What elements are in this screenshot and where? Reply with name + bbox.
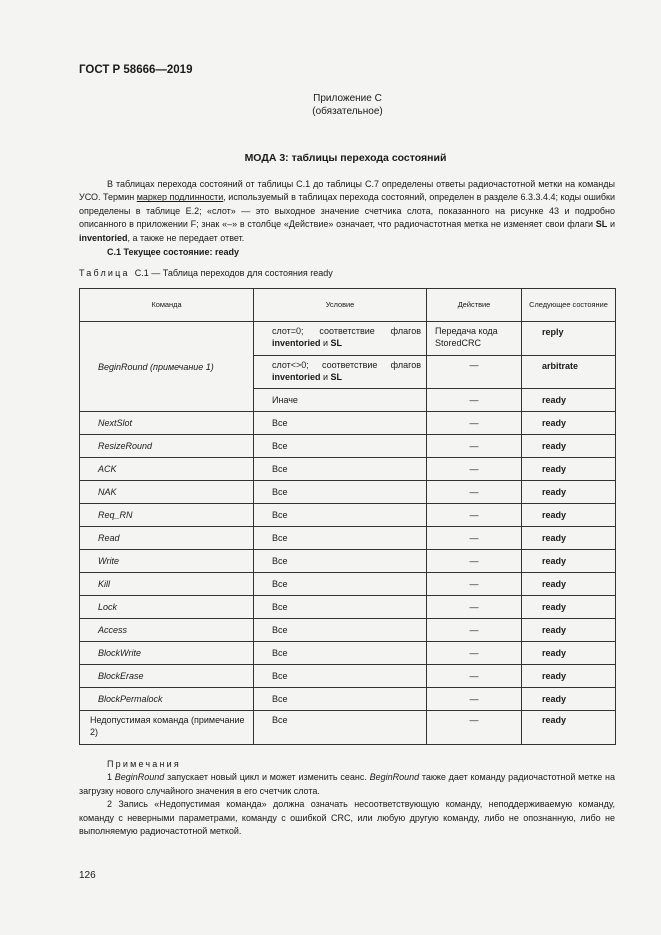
table-row [80, 711, 616, 745]
action-cell: — [427, 412, 522, 435]
condition-cell: Все [254, 527, 427, 550]
condition-cell: Все [254, 573, 427, 596]
action-cell: — [427, 435, 522, 458]
action-cell: — [427, 711, 522, 745]
condition-cell: Все [254, 504, 427, 527]
table-caption: Таблица С.1 — Таблица переходов для состояния ready [79, 268, 333, 278]
next-state-cell: reply [522, 322, 616, 356]
next-state-cell: ready [522, 711, 616, 745]
action-cell: — [427, 596, 522, 619]
section-title: МОДА 3: таблицы перехода состояний [244, 152, 447, 164]
condition-cell: Все [254, 458, 427, 481]
action-cell: — [427, 688, 522, 711]
next-state-cell: ready [522, 573, 616, 596]
command-cell: Req_RN [80, 504, 254, 527]
condition-cell: Все [254, 711, 427, 745]
command-cell: BlockWrite [80, 642, 254, 665]
table-row [80, 642, 616, 665]
note-2: 2 Запись «Недопустимая команда» должна означать несоответствующую команду, неподдерживаемую команду, команду с неверными параметрами, команду с ошибкой CRC, или любую другую команду, либо не опознанную, либо не выполняемую радиочастотной меткой. [79, 799, 615, 837]
notes-block [79, 758, 615, 838]
condition-cell: Все [254, 688, 427, 711]
next-state-cell: ready [522, 389, 616, 412]
next-state-cell: ready [522, 481, 616, 504]
action-cell: — [427, 389, 522, 412]
command-cell: BeginRound (примечание 1) [80, 322, 254, 412]
table-row [80, 322, 616, 356]
annex-title: Приложение С [313, 93, 382, 104]
action-cell: — [427, 481, 522, 504]
command-cell: Недопустимая команда (примечание 2) [80, 711, 254, 745]
table-row [80, 619, 616, 642]
next-state-cell: ready [522, 688, 616, 711]
command-cell: Lock [80, 596, 254, 619]
action-cell: — [427, 458, 522, 481]
next-state-cell: ready [522, 458, 616, 481]
table-row [80, 527, 616, 550]
command-cell: Write [80, 550, 254, 573]
table-row [80, 412, 616, 435]
header-command: Команда [80, 289, 254, 322]
condition-cell: Все [254, 619, 427, 642]
action-cell: — [427, 504, 522, 527]
intro-paragraph: В таблицах перехода состояний от таблицы С.1 до таблицы С.7 определены ответы радиочастотной метки на команды УСО. Термин маркер подлинности, используемый в таблицах перехода состояний, определен в разделе 6.3.3.4.4; коды ошибки определены в таблице Е.2; «слот» — это выходное значение счетчика слота, показанного на рисунке 43 и подробно описанного в приложении F; знак «–» в столбце «Действие» означает, что радиочастотная метка не изменяет свои флаги SL и inventoried, а также не передает ответ. [79, 179, 616, 243]
next-state-cell: arbitrate [522, 356, 616, 389]
next-state-cell: ready [522, 619, 616, 642]
command-cell: Read [80, 527, 254, 550]
state-transition-table [79, 288, 616, 745]
table-row [80, 458, 616, 481]
table-row [80, 665, 616, 688]
condition-cell: Все [254, 550, 427, 573]
annex-status: (обязательное) [312, 106, 383, 117]
action-cell: — [427, 573, 522, 596]
condition-cell: Все [254, 665, 427, 688]
next-state-cell: ready [522, 596, 616, 619]
action-cell: — [427, 665, 522, 688]
table-row [80, 573, 616, 596]
standard-header: ГОСТ Р 58666—2019 [79, 64, 193, 76]
term-underlined: маркер подлинности [136, 192, 224, 203]
condition-cell: Все [254, 596, 427, 619]
condition-cell: слот<>0; соответствие флагов inventoried и SL [254, 356, 427, 389]
table-row [80, 435, 616, 458]
subsection-heading: С.1 Текущее состояние: ready [107, 247, 239, 257]
table-header-row [80, 289, 616, 322]
table-row [80, 688, 616, 711]
condition-cell: Все [254, 481, 427, 504]
notes-heading: Примечания [107, 759, 181, 769]
command-cell: BlockErase [80, 665, 254, 688]
note-1: 1 BeginRound запускает новый цикл и может изменить сеанс. BeginRound также дает команду радиочастотной метке на загрузку нового случайного значения в его счетчик слота. [79, 772, 615, 796]
header-next-state: Следующее состояние [522, 289, 616, 322]
next-state-cell: ready [522, 550, 616, 573]
next-state-cell: ready [522, 642, 616, 665]
command-cell: ResizeRound [80, 435, 254, 458]
next-state-cell: ready [522, 435, 616, 458]
header-action: Действие [427, 289, 522, 322]
next-state-cell: ready [522, 412, 616, 435]
condition-cell: Иначе [254, 389, 427, 412]
annex-heading [0, 92, 661, 118]
condition-cell: Все [254, 642, 427, 665]
command-cell: Kill [80, 573, 254, 596]
action-cell: — [427, 550, 522, 573]
command-cell: Access [80, 619, 254, 642]
action-cell: Передача кода StoredCRC [427, 322, 522, 356]
next-state-cell: ready [522, 527, 616, 550]
action-cell: — [427, 642, 522, 665]
table-row [80, 504, 616, 527]
table-row [80, 481, 616, 504]
action-cell: — [427, 619, 522, 642]
header-condition: Условие [254, 289, 427, 322]
condition-cell: слот=0; соответствие флагов inventoried и SL [254, 322, 427, 356]
table-row [80, 550, 616, 573]
action-cell: — [427, 356, 522, 389]
command-cell: NextSlot [80, 412, 254, 435]
table-row [80, 596, 616, 619]
command-cell: BlockPermalock [80, 688, 254, 711]
page-number: 126 [79, 870, 96, 881]
next-state-cell: ready [522, 665, 616, 688]
command-cell: NAK [80, 481, 254, 504]
condition-cell: Все [254, 435, 427, 458]
next-state-cell: ready [522, 504, 616, 527]
condition-cell: Все [254, 412, 427, 435]
action-cell: — [427, 527, 522, 550]
command-cell: ACK [80, 458, 254, 481]
